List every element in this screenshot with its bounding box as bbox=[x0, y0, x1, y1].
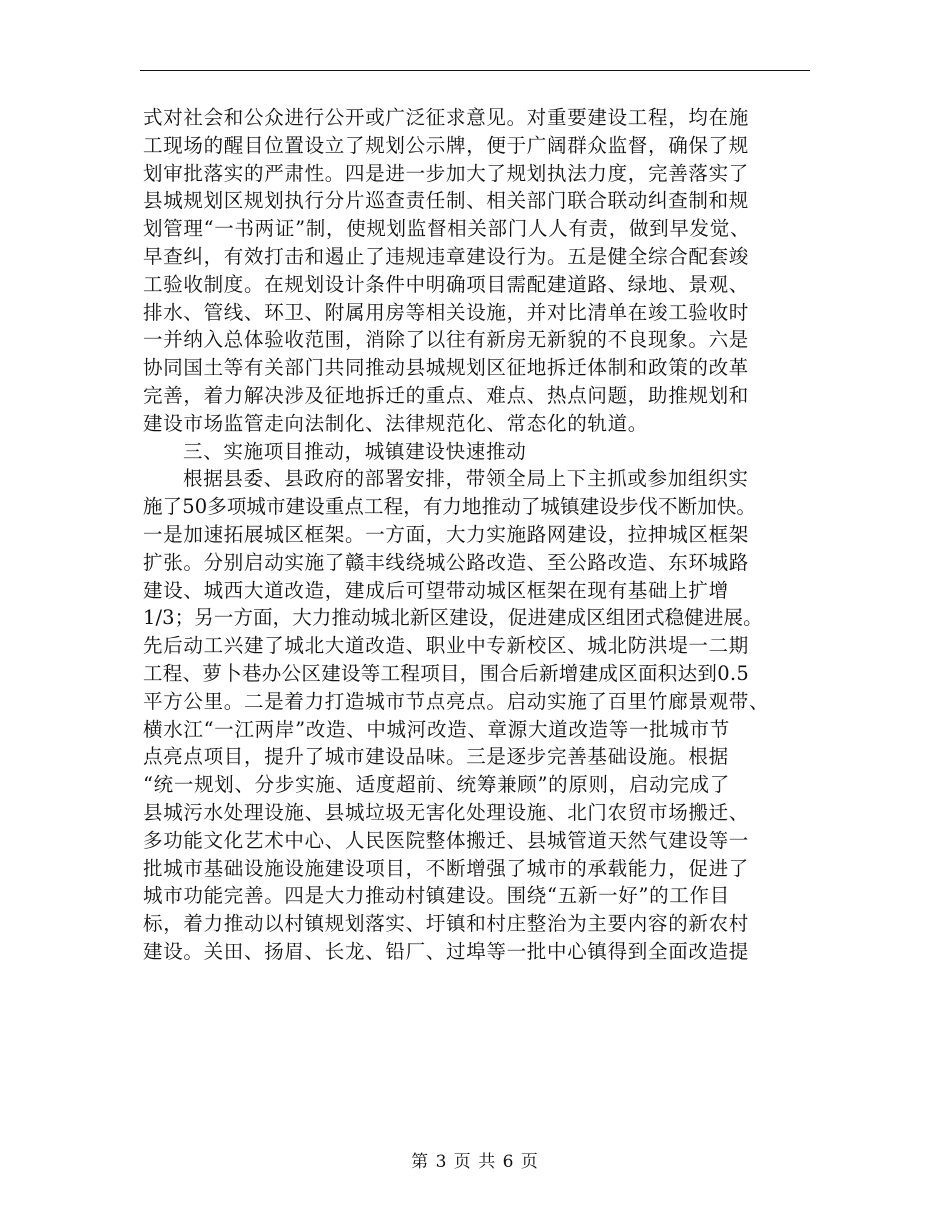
text-line: 1/3；另一方面，大力推动城北新区建设，促进建成区组团式稳健进展。 bbox=[143, 606, 763, 630]
text-line: 工验收制度。在规划设计条件中明确项目需配建道路、绿地、景观、 bbox=[143, 272, 750, 296]
section-heading: 三、实施项目推动，城镇建设快速推动 bbox=[183, 439, 527, 463]
text-line: 划管理“一书两证”制，使规划监督相关部门人人有责，做到早发觉、 bbox=[143, 217, 751, 241]
text-line: 多功能文化艺术中心、人民医院整体搬迁、县城管道天然气建设等一 bbox=[143, 828, 750, 852]
text-line: 工现场的醒目位置设立了规划公示牌，便于广阔群众监督，确保了规 bbox=[143, 133, 750, 157]
page-number-footer: 第 3 页 共 6 页 bbox=[411, 1152, 539, 1172]
text-line: 一是加速拓展城区框架。一方面，大力实施路网建设，拉抻城区框架 bbox=[143, 522, 750, 546]
text-line: 横水江“一江两岸”改造、中城河改造、章源大道改造等一批城市节 bbox=[143, 717, 730, 741]
text-line: 标，着力推动以村镇规划落实、圩镇和村庄整治为主要内容的新农村 bbox=[143, 912, 750, 936]
paragraph-start: 根据县委、县政府的部署安排，带领全局上下主抓或参加组织实 bbox=[183, 467, 749, 491]
text-line: 城市功能完善。四是大力推动村镇建设。围绕“五新一好”的工作目 bbox=[143, 884, 730, 908]
text-line: 批城市基础设施设施建设项目，不断增强了城市的承载能力，促进了 bbox=[143, 856, 750, 880]
text-line: 建设、城西大道改造，建成后可望带动城区框架在现有基础上扩增 bbox=[143, 578, 729, 602]
text-line: 扩张。分别启动实施了赣丰线绕城公路改造、至公路改造、东环城路 bbox=[143, 550, 750, 574]
text-line: 施了50多项城市建设重点工程，有力地推动了城镇建设步伐不断加快。 bbox=[143, 495, 757, 519]
text-line: 早查纠，有效打击和遏止了违规违章建设行为。五是健全综合配套竣 bbox=[143, 244, 750, 268]
text-line: 平方公里。二是着力打造城市节点亮点。启动实施了百里竹廊景观带、 bbox=[143, 689, 770, 713]
text-line: 建设。关田、扬眉、长龙、铅厂、过埠等一批中心镇得到全面改造提 bbox=[143, 939, 750, 963]
text-line: 式对社会和公众进行公开或广泛征求意见。对重要建设工程，均在施 bbox=[143, 106, 750, 129]
text-line: 工程、萝卜巷办公区建设等工程项目，围合后新增建成区面积达到0.5 bbox=[143, 661, 750, 685]
text-line: 先后动工兴建了城北大道改造、职业中专新校区、城北防洪堤一二期 bbox=[143, 634, 750, 658]
text-line: 完善，着力解决涉及征地拆迁的重点、难点、热点问题，助推规划和 bbox=[143, 383, 750, 407]
text-line: 县城污水处理设施、县城垃圾无害化处理设施、北门农贸市场搬迁、 bbox=[143, 800, 750, 824]
text-line: 点亮点项目，提升了城市建设品味。三是逐步完善基础设施。根据 bbox=[143, 745, 729, 769]
header-rule bbox=[140, 70, 810, 71]
text-line: 县城规划区规划执行分片巡查责任制、相关部门联合联动纠查制和规 bbox=[143, 189, 750, 213]
text-line: “统一规划、分步实施、适度超前、统筹兼顾”的原则，启动完成了 bbox=[143, 773, 730, 797]
text-line: 排水、管线、环卫、附属用房等相关设施，并对比清单在竣工验收时 bbox=[143, 300, 750, 324]
text-line: 建设市场监管走向法制化、法律规范化、常态化的轨道。 bbox=[143, 411, 649, 435]
text-line: 划审批落实的严肃性。四是进一步加大了规划执法力度，完善落实了 bbox=[143, 161, 750, 185]
text-line: 一并纳入总体验收范围，消除了以往有新房无新貌的不良现象。六是 bbox=[143, 328, 750, 352]
text-line: 协同国土等有关部门共同推动县城规划区征地拆迁体制和政策的改革 bbox=[143, 356, 750, 380]
document-body bbox=[143, 104, 815, 966]
